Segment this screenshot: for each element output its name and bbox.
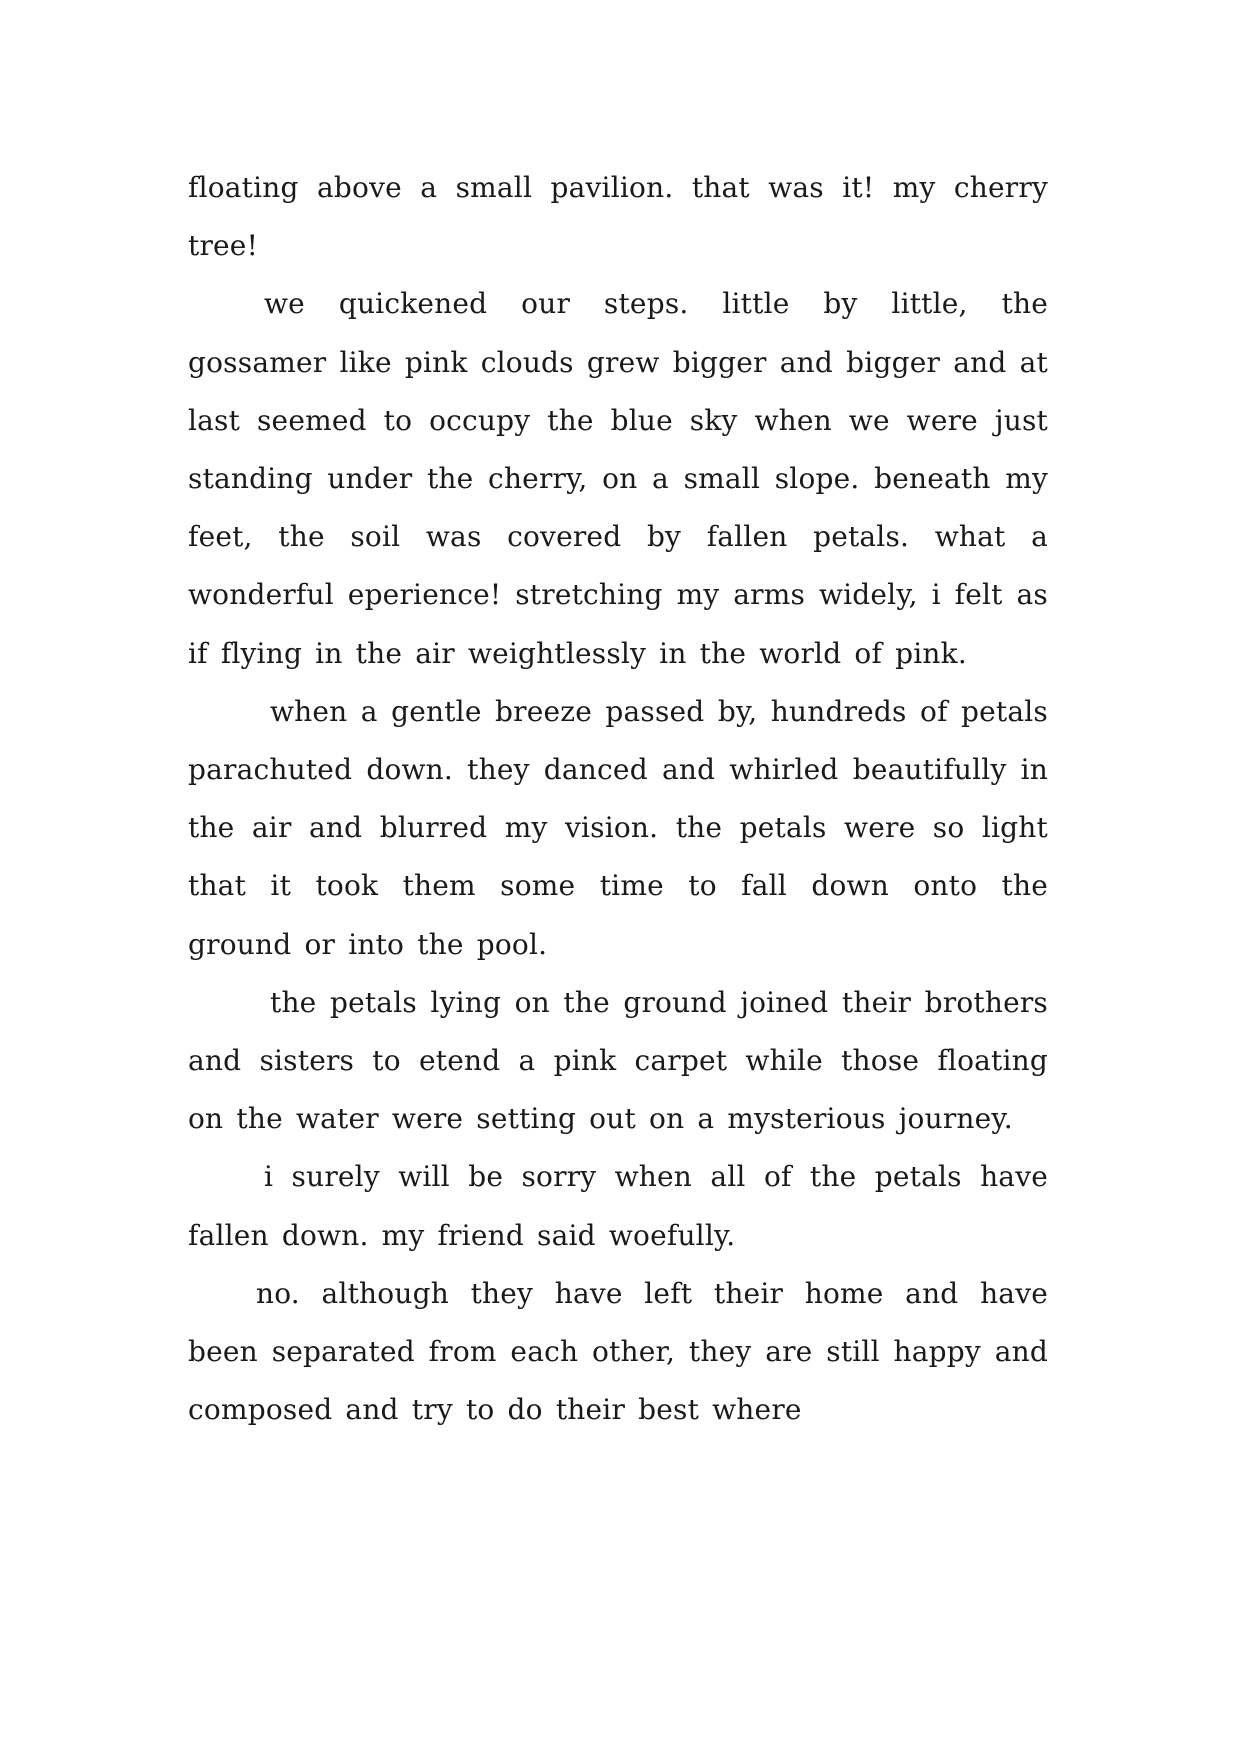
paragraph: floating above a small pavilion. that was it! my cherry tree! <box>188 171 1048 263</box>
paragraph: we quickened our steps. little by little, the gossamer like pink clouds grew bigger and bigger and at last seemed to occupy the blue sky when we were just standing under the cherry, on a small slope. beneath my feet, the soil was covered by fallen petals. what a wonderful eperience! stretching my arms widely, i felt as if flying in the air weightlessly in the world of pink. <box>188 287 1048 670</box>
paragraph: no. although they have left their home and have been separated from each other, they are still happy and composed and try to do their best where <box>188 1276 1048 1427</box>
paragraph: when a gentle breeze passed by, hundreds of petals parachuted down. they danced and whirled beautifully in the air and blurred my vision. the petals were so light that it took them some time to fall down onto the ground or into the pool. <box>188 694 1048 961</box>
body-text <box>188 159 1048 1439</box>
paragraph: the petals lying on the ground joined their brothers and sisters to etend a pink carpet while those floating on the water were setting out on a mysterious journey. <box>188 985 1048 1136</box>
paragraph: i surely will be sorry when all of the petals have fallen down. my friend said woefully. <box>188 1160 1048 1252</box>
